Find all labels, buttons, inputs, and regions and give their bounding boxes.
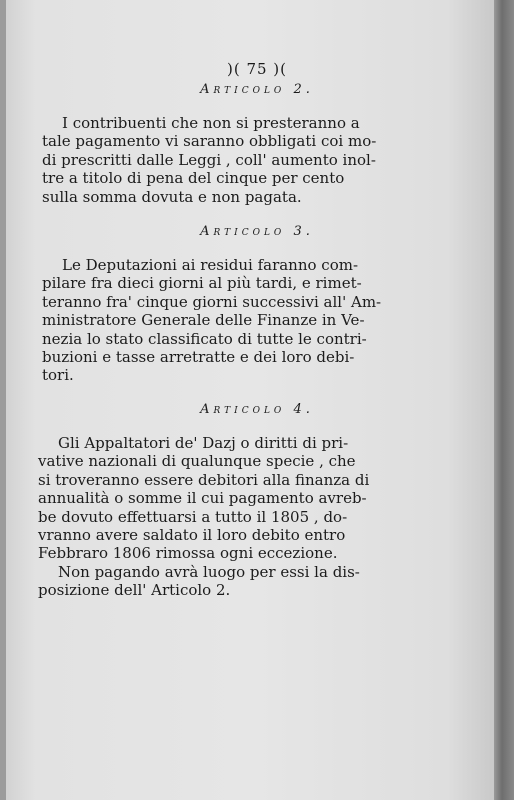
article-2-text	[42, 114, 382, 206]
text-line: be dovuto effettuarsi a tutto il 1805 , do-	[38, 507, 348, 526]
text-line: annualità o somme il cui pagamento avreb-	[38, 489, 367, 508]
text-line: teranno fra' cinque giorni successivi all' Am-	[42, 292, 382, 311]
text-line: Gli Appaltatori de' Dazj o diritti di pri-	[58, 434, 349, 452]
article-2-heading: Articolo 2.	[200, 82, 314, 97]
text-line: nezia lo stato classificato di tutte le contri-	[42, 329, 367, 348]
article-4-heading: Articolo 4.	[200, 402, 314, 417]
article-4-text	[38, 434, 378, 600]
page-number: )( 75 )(	[226, 60, 288, 78]
text-line: ministratore Generale delle Finanze in Ve-	[42, 311, 365, 330]
book-spine	[494, 0, 514, 800]
text-line: tale pagamento vi saranno obbligati coi mo-	[42, 132, 377, 151]
text-line: si troveranno essere debitori alla finanza di	[38, 470, 370, 489]
article-3-heading: Articolo 3.	[200, 224, 314, 239]
article-3-text	[42, 256, 382, 385]
text-line: di prescritti dalle Leggi , coll' aumento inol-	[42, 150, 376, 169]
text-line: posizione dell' Articolo 2.	[38, 581, 231, 600]
text-line: buzioni e tasse arretratte e dei loro debi-	[42, 348, 355, 367]
text-line: tre a titolo di pena del cinque per cento	[42, 169, 345, 188]
text-line: Le Deputazioni ai residui faranno com-	[62, 256, 359, 274]
text-line: vative nazionali di qualunque specie , che	[38, 452, 356, 471]
text-line: Febbraro 1806 rimossa ogni eccezione.	[38, 544, 338, 563]
text-line: I contribuenti che non si presteranno a	[62, 114, 360, 132]
text-line: sulla somma dovuta e non pagata.	[42, 187, 302, 206]
text-line: vranno avere saldato il loro debito entro	[38, 526, 346, 545]
text-line: tori.	[42, 366, 74, 385]
text-line: Non pagando avrà luogo per essi la dis-	[58, 562, 360, 581]
text-line: pilare fra dieci giorni al più tardi, e rimet-	[42, 274, 362, 293]
